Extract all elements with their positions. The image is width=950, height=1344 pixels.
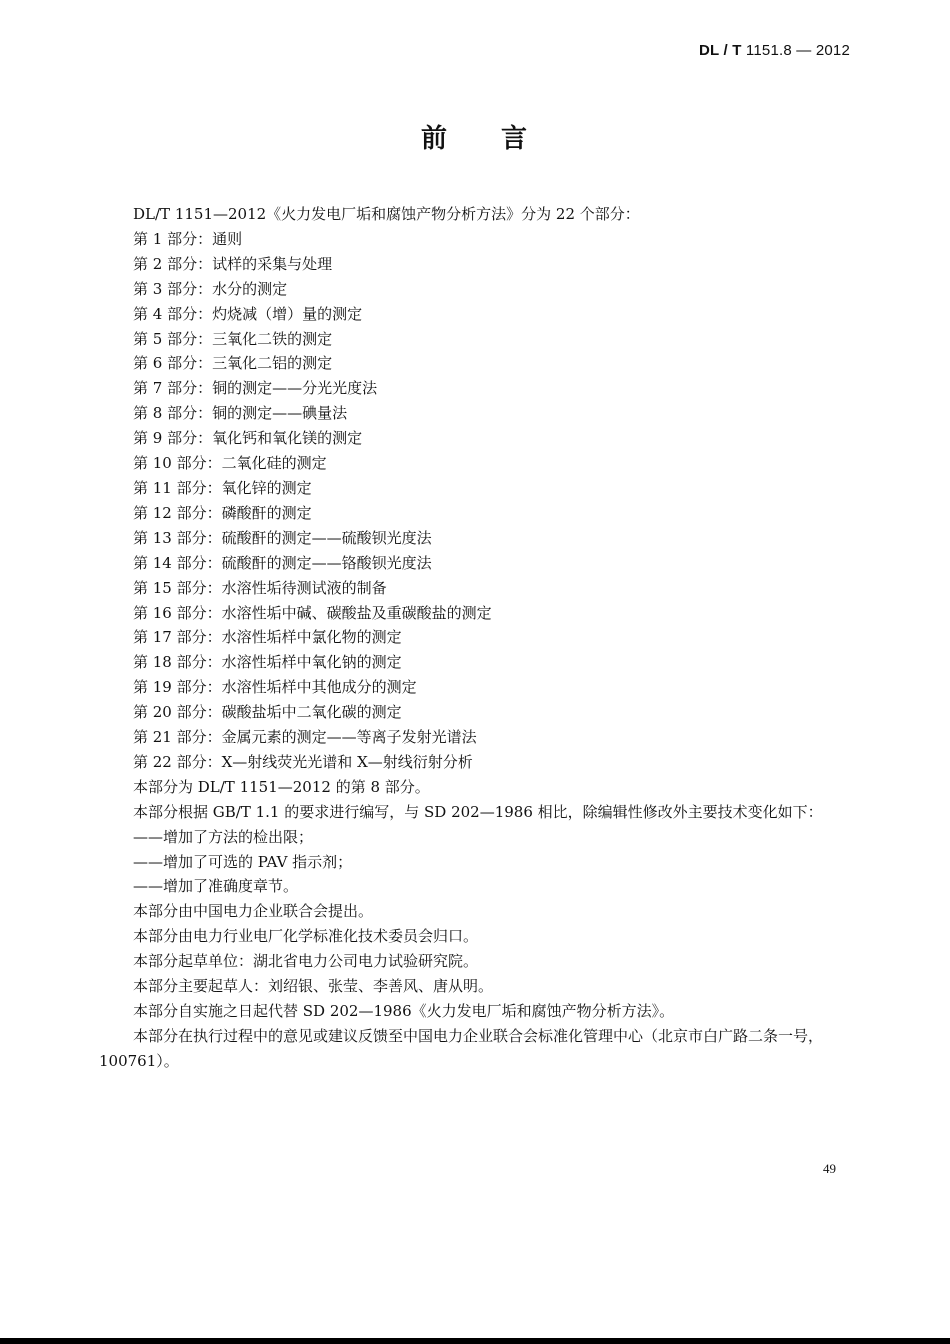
- parts-list: [99, 227, 859, 775]
- part-item: 第 20 部分：碳酸盐垢中二氧化碳的测定: [133, 703, 402, 722]
- document-code-prefix: DL / T: [698, 42, 742, 59]
- part-item: 第 5 部分：三氧化二铁的测定: [133, 329, 333, 348]
- part-item: 第 16 部分：水溶性垢中碱、碳酸盐及重碳酸盐的测定: [133, 603, 492, 622]
- part-item: 第 12 部分：磷酸酐的测定: [133, 503, 312, 522]
- part-item: 第 14 部分：硫酸酐的测定——铬酸钡光度法: [133, 553, 432, 572]
- part-item: 第 6 部分：三氧化二铝的测定: [133, 354, 333, 373]
- page-number: 49: [823, 1161, 836, 1176]
- basis-statement: 本部分根据 GB/T 1.1 的要求进行编写，与 SD 202—1986 相比，除编辑性修改外主要技术变化如下：: [133, 802, 823, 821]
- part-item: 第 10 部分：二氧化硅的测定: [133, 454, 327, 473]
- part-item: 第 19 部分：水溶性垢样中其他成分的测定: [133, 678, 417, 697]
- proposed-statement: 本部分由中国电力企业联合会提出。: [133, 902, 374, 921]
- centralized-statement: 本部分由电力行业电厂化学标准化技术委员会归口。: [133, 927, 479, 946]
- part-item: 第 4 部分：灼烧减（增）量的测定: [133, 304, 363, 323]
- document-code-header: [699, 42, 850, 59]
- part-item: 第 21 部分：金属元素的测定——等离子发射光谱法: [133, 728, 477, 747]
- part-item: 第 15 部分：水溶性垢待测试液的制备: [133, 578, 387, 597]
- drafting-unit-statement: 本部分起草单位：湖北省电力公司电力试验研究院。: [133, 952, 479, 971]
- replaces-statement: 本部分自实施之日起代替 SD 202—1986《火力发电厂垢和腐蚀产物分析方法》。: [133, 1002, 675, 1020]
- change-item: ——增加了可选的 PAV 指示剂；: [133, 852, 353, 871]
- part-item: 第 8 部分：铜的测定——碘量法: [133, 404, 348, 423]
- drafters-statement: 本部分主要起草人：刘绍银、张莹、李善风、唐从明。: [133, 977, 494, 996]
- change-item: ——增加了方法的检出限；: [133, 827, 314, 846]
- document-code-number: 1151.8 — 2012: [741, 42, 850, 59]
- intro-paragraph: DL/T 1151—2012《火力发电厂垢和腐蚀产物分析方法》分为 22 个部分：: [133, 205, 640, 223]
- part-item: 第 18 部分：水溶性垢样中氧化钠的测定: [133, 653, 402, 672]
- part-item: 第 1 部分：通则: [133, 229, 243, 248]
- scan-bottom-edge: [0, 1338, 950, 1344]
- foreword-body: [99, 202, 859, 1074]
- part-item: 第 13 部分：硫酸酐的测定——硫酸钡光度法: [133, 528, 432, 547]
- part-item: 第 11 部分：氧化锌的测定: [133, 478, 312, 497]
- part-item: 第 9 部分：氧化钙和氧化镁的测定: [133, 429, 363, 448]
- part-item: 第 2 部分：试样的采集与处理: [133, 254, 333, 273]
- feedback-statement: 本部分在执行过程中的意见或建议反馈至中国电力企业联合会标准化管理中心（北京市白广路二条一号，100761）。: [99, 1026, 824, 1070]
- page-title-char-2: 言: [501, 124, 530, 154]
- part-item: 第 7 部分：铜的测定——分光光度法: [133, 379, 378, 398]
- part-item: 第 22 部分：X—射线荧光光谱和 X—射线衍射分析: [133, 752, 473, 771]
- part-of-statement: 本部分为 DL/T 1151—2012 的第 8 部分。: [133, 777, 430, 796]
- change-item: ——增加了准确度章节。: [133, 877, 299, 896]
- page-title-char-1: 前: [420, 124, 449, 154]
- part-item: 第 17 部分：水溶性垢样中氯化物的测定: [133, 628, 402, 647]
- part-item: 第 3 部分：水分的测定: [133, 279, 288, 298]
- page-title: [0, 118, 950, 155]
